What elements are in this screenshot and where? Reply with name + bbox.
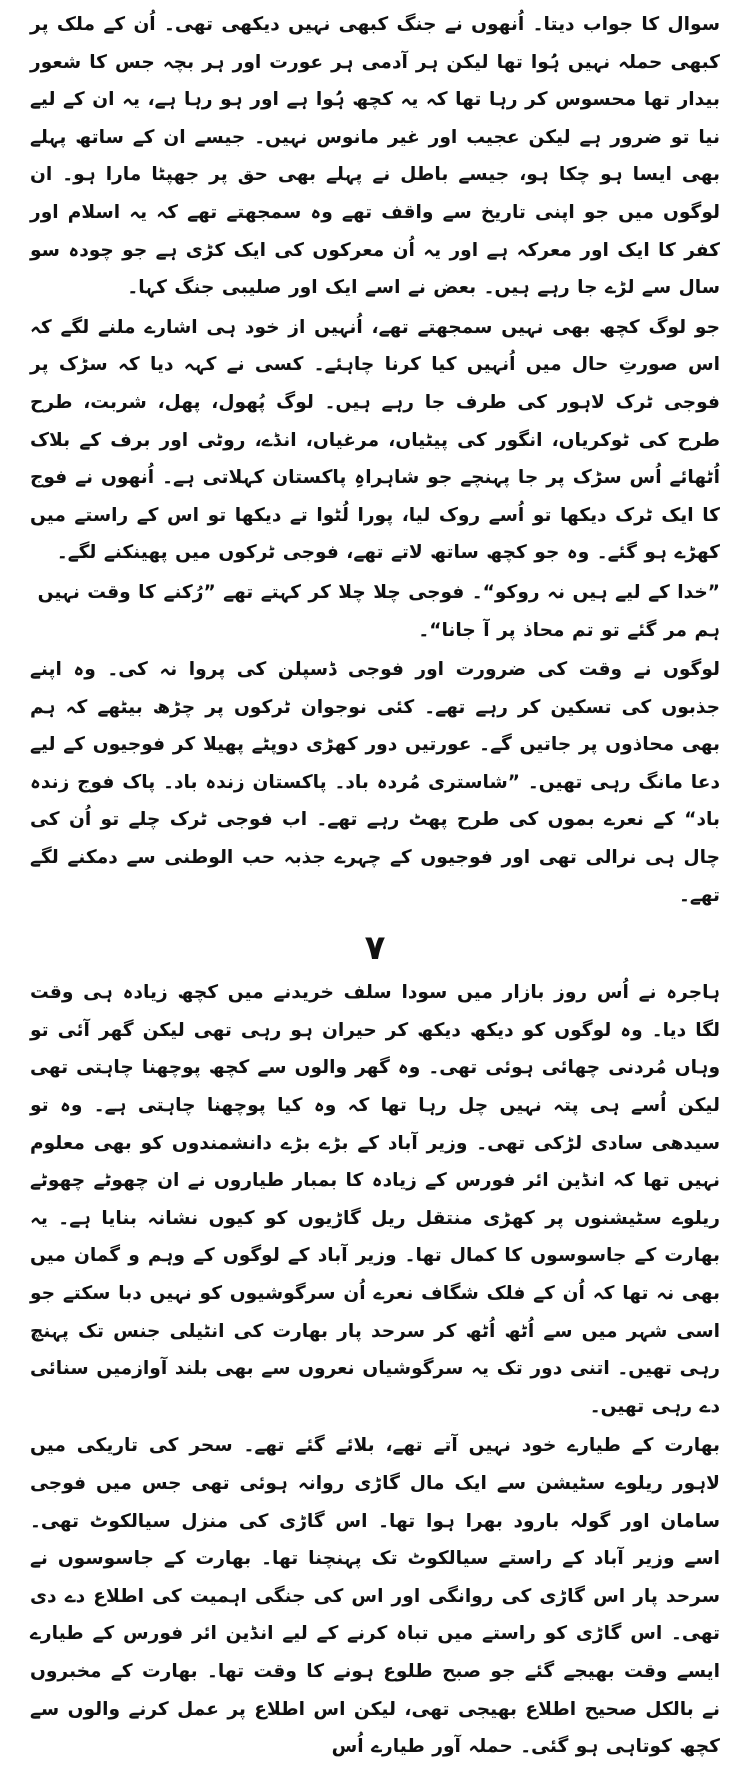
paragraph-slogans: لوگوں نے وقت کی ضرورت اور فوجی ڈسپلن کی پروا نہ کی۔ وہ اپنے جذبوں کی تسکین کر رہے تھے۔ کئی نوجوان ٹرکوں پر چڑھ بیٹھے کہ ہم بھی محاذوں پر جاتیں گے۔ عورتیں دور کھڑی دوپٹے پھیلا کر فوجیوں کے لیے دعا مانگ رہی تھیں۔ ”شاستری مُردہ باد۔ پاکستان زندہ باد۔ پاک فوج زندہ باد“ کے نعرے بموں کی طرح پھٹ رہے تھے۔ اب فوجی ٹرک چلے تو اُن کی چال ہی نرالی تھی اور فوجیوں کے چہرے جذبہ حب الوطنی سے دمکنے لگے تھے۔ (30, 659, 720, 906)
paragraph-soldiers-shout: ”خدا کے لیے ہیں نہ روکو“۔ فوجی چلا چلا کر کہتے تھے ”رُکنے کا وقت نہیں ہم مر گئے تو تم محاذ پر آ جانا“۔ (37, 581, 720, 641)
paragraph-goods-train: بھارت کے طیارے خود نہیں آتے تھے، بلائے گئے تھے۔ سحر کی تاریکی میں لاہور ریلوے سٹیشن سے ایک مال گاڑی روانہ ہوئی تھی جس میں فوجی سامان اور گولہ بارود بھرا ہوا تھا۔ اس گاڑی کی منزل سیالکوٹ تھی۔ اسے وزیر آباد کے راستے سیالکوٹ تک پہنچنا تھا۔ بھارت کے جاسوسوں نے سرحد پار اس گاڑی کی روانگی اور اس کی جنگی اہمیت کی اطلاع دے دی تھی۔ اس گاڑی کو راستے میں تباہ کرنے کے لیے انڈین ائر فورس کے طیارے ایسے وقت بھیجے گئے جو صبح طلوع ہونے کا وقت تھا۔ بھارت کے مخبروں نے بالکل صحیح اطلاع بھیجی تھی، لیکن اس اطلاع پر عمل کرنے والوں سے کچھ کوتاہی ہو گئی۔ حملہ آور طیارے اُس (30, 1435, 720, 1758)
paragraph-people-at-highway: جو لوگ کچھ بھی نہیں سمجھتے تھے، اُنہیں از خود ہی اشارے ملنے لگے کہ اس صورتِ حال میں اُنہیں کیا کرنا چاہئے۔ کسی نے کہہ دیا کہ سڑک پر فوجی ٹرک لاہور کی طرف جا رہے ہیں۔ لوگ پُھول، پھل، شربت، طرح طرح کی ٹوکریاں، انگور کی پیٹیاں، مرغیاں، انڈے، روٹی اور برف کے بلاک اُٹھائے اُس سڑک پر جا پہنچے جو شاہراہِ پاکستان کہلاتی ہے۔ اُنھوں نے فوج کا ایک ٹرک دیکھا تو اُسے روک لیا، پورا لُٹوا تے دیکھا تو اس کے راستے میں کھڑے ہو گئے۔ وہ جو کچھ ساتھ لاتے تھے، فوجی ٹرکوں میں پھینکنے لگے۔ (30, 316, 720, 564)
paragraph-hajra-bazaar: ہاجرہ نے اُس روز بازار میں سودا سلف خریدنے میں کچھ زیادہ ہی وقت لگا دیا۔ وہ لوگوں کو دیکھ دیکھ کر حیران ہو رہی تھی لیکن گھر آئی تو وہاں مُردنی چھائی ہوئی تھی۔ وہ گھر والوں سے کچھ پوچھنا چاہتی تھی لیکن اُسے ہی پتہ نہیں چل رہا تھا کہ وہ کیا پوچھنا چاہتی ہے۔ وہ تو سیدھی سادی لڑکی تھی۔ وزیر آباد کے بڑے بڑے دانشمندوں کو بھی معلوم نہیں تھا کہ انڈین ائر فورس کے زیادہ کا بمبار طیاروں نے ان چھوٹے چھوٹے ریلوے سٹیشنوں پر کھڑی منتقل ریل گاڑیوں کو کیوں نشانہ بنایا ہے۔ یہ بھارت کے جاسوسوں کا کمال تھا۔ وزیر آباد کے لوگوں کے وہم و گمان میں بھی نہ تھا کہ اُن کے فلک شگاف نعرے اُن سرگوشیوں کو نہیں دبا سکتے جو اسی شہر میں سے اُٹھ اُٹھ کر سرحد پار بھارت کی انٹیلی جنس تک پہنچ رہی تھیں۔ اتنی دور تک یہ سرگوشیاں نعروں سے بھی بلند آوازمیں سنائی دے رہی تھیں۔ (30, 982, 720, 1417)
paragraph-war-reflection: سوال کا جواب دیتا۔ اُنھوں نے جنگ کبھی نہیں دیکھی تھی۔ اُن کے ملک پر کبھی حملہ نہیں ہُوا تھا لیکن ہر آدمی ہر عورت اور ہر بچہ جس کا شعور بیدار تھا محسوس کر رہا تھا کہ یہ کچھ ہُوا ہے اور ہو رہا ہے، یہ ان کے لیے نیا تو ضرور ہے لیکن عجیب اور غیر مانوس نہیں۔ جیسے ان کے ساتھ پہلے بھی ایسا ہو چکا ہو، جیسے باطل نے پہلے بھی حق پر جھپٹا مارا ہو۔ ان لوگوں میں جو اپنی تاریخ سے واقف تھے وہ سمجھتے تھے کہ یہ اسلام اور کفر کا ایک اور معرکہ ہے اور یہ اُن معرکوں کی ایک کڑی ہے جو چودہ سو سال سے لڑے جا رہے ہیں۔ بعض نے اسے ایک اور صلیبی جنگ کہا۔ (30, 14, 720, 299)
book-page (30, 6, 720, 1766)
chapter-number: ۷ (364, 928, 386, 969)
